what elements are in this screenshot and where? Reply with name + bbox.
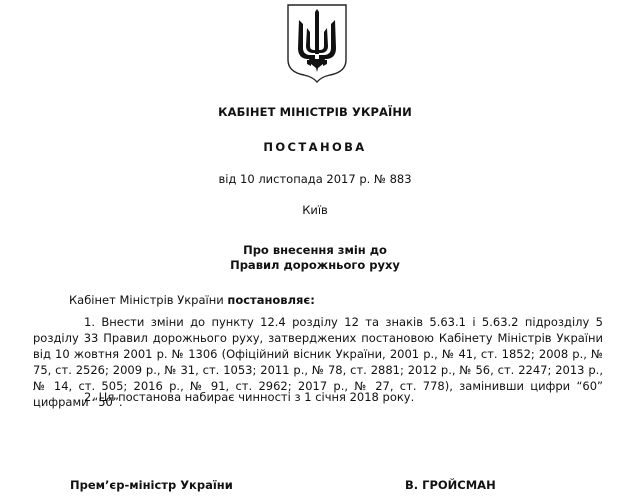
document-type: ПОСТАНОВА	[263, 140, 367, 154]
organization-name: КАБІНЕТ МІНІСТРІВ УКРАЇНИ	[218, 105, 412, 119]
signature-title: Прем’єр-міністр України	[70, 478, 233, 492]
document-subject	[0, 243, 630, 273]
paragraph-2: 2. Ця постанова набирає чинності з 1 січня 2018 року.	[84, 390, 415, 404]
subject-line-2: Правил дорожнього руху	[230, 258, 400, 272]
document-city: Київ	[302, 203, 328, 217]
intro-bold-text: постановляє:	[227, 293, 315, 307]
resolution-intro	[33, 292, 630, 308]
signature-name: В. ГРОЙСМАН	[405, 478, 496, 492]
paragraph-1: 1. Внести зміни до пункту 12.4 розділу 12 та знаків 5.63.1 і 5.63.2 підрозділу 5 розділу 33 Правил дорожнього руху, затверджених постановою Кабінету Міністрів України від 10 жовтня 2001 р. № 1306 (Офіційний вісник України, 2001 р., № 41, ст. 1852; 2008 р., № 75, ст. 2526; 2009 р., № 31, ст. 1053; 2011 р., № 78, ст. 2881; 2012 р., № 56, ст. 2247; 2013 р., № 14, ст. 505; 2016 р., № 91, ст. 2962; 2017 р., № 27, ст. 778), замінивши цифри “60” цифрами “50”.	[33, 315, 603, 409]
subject-line-1: Про внесення змін до	[243, 243, 387, 257]
intro-text: Кабінет Міністрів України	[69, 293, 228, 307]
coat-of-arms-icon	[285, 2, 349, 84]
document-date-number: від 10 листопада 2017 р. № 883	[218, 172, 412, 186]
